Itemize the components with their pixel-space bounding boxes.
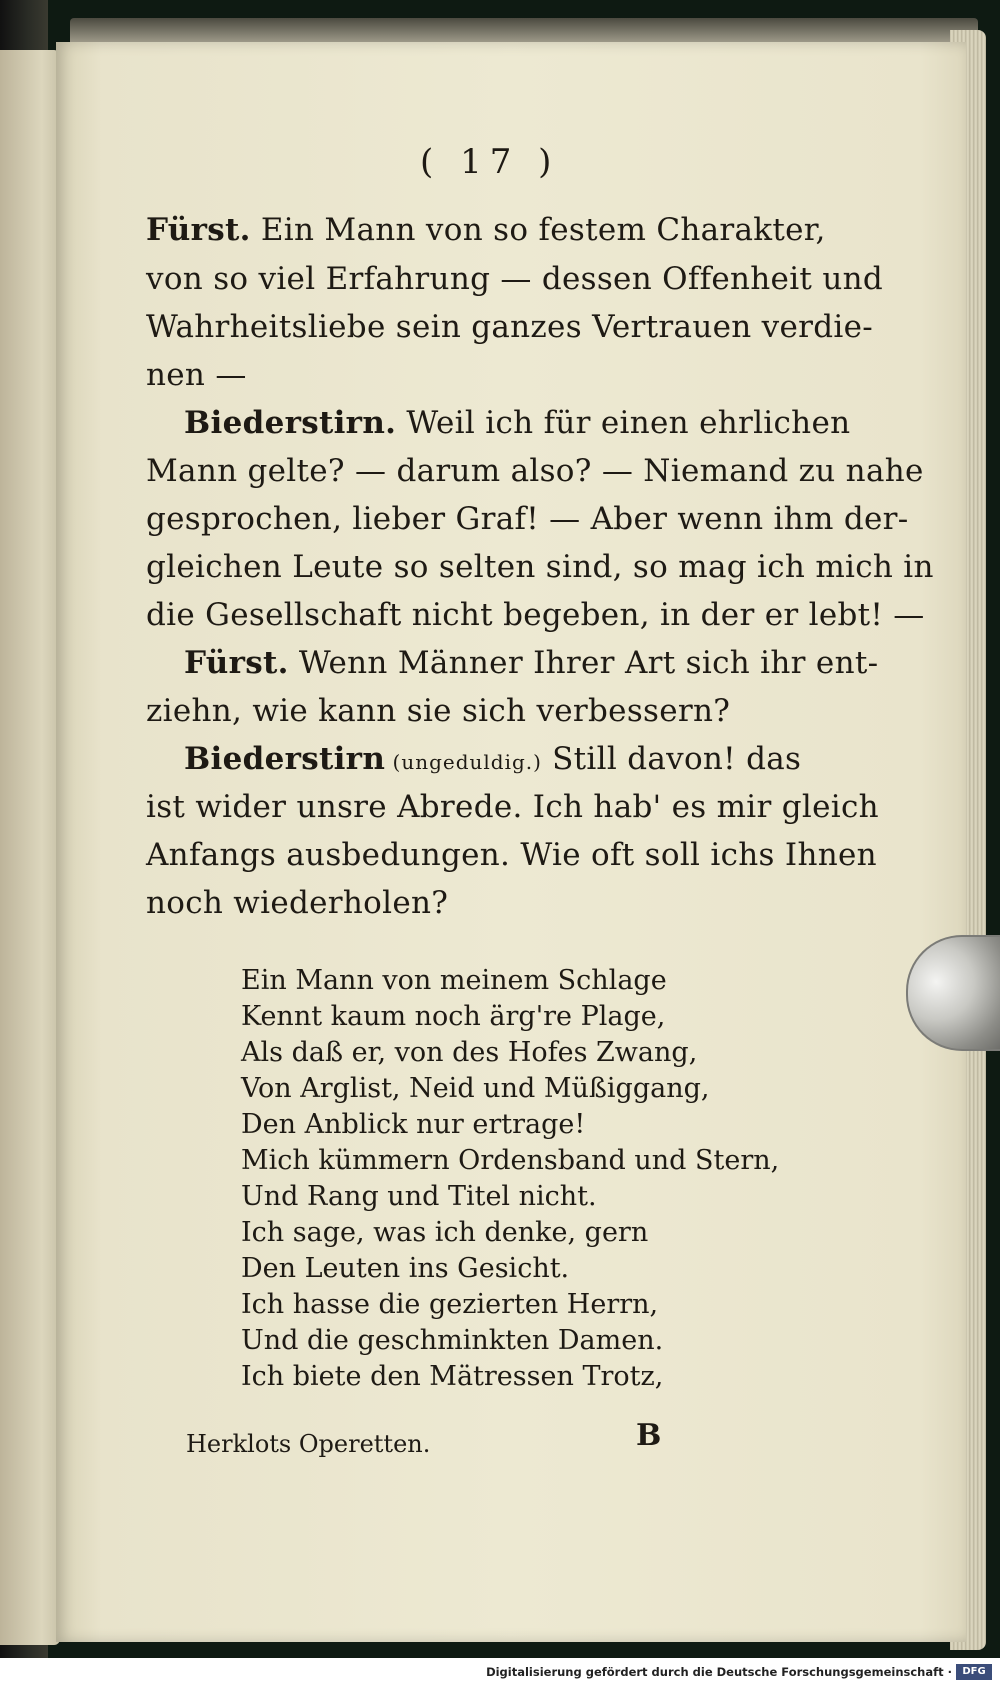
- left-page-edge: [0, 50, 60, 1645]
- speaker-name: Fürst.: [146, 212, 251, 248]
- verse-line: Ich sage, was ich denke, gern: [241, 1217, 649, 1248]
- page-number: ( 17 ): [420, 142, 560, 182]
- dfg-logo: DFG: [956, 1664, 992, 1680]
- prose-line: [146, 212, 826, 248]
- signature-line: Herklots Operetten.: [186, 1430, 431, 1458]
- stage-direction: (ungeduldig.): [385, 750, 542, 774]
- prose-line: [146, 357, 247, 393]
- speaker-name: Biederstirn.: [184, 405, 397, 441]
- signature-mark: B: [636, 1418, 662, 1453]
- speaker-name: Biederstirn: [184, 741, 386, 777]
- prose-line: [146, 885, 448, 921]
- prose-line: [184, 645, 878, 681]
- prose-line: [146, 693, 730, 729]
- prose-line: [146, 501, 909, 537]
- verse-line: Von Arglist, Neid und Müßiggang,: [241, 1073, 710, 1104]
- prose-line: [146, 309, 873, 345]
- prose-text: von so viel Erfahrung — dessen Offenheit und: [146, 261, 883, 297]
- verse-line: Kennt kaum noch ärg're Plage,: [241, 1001, 666, 1032]
- verse-line: Ein Mann von meinem Schlage: [241, 965, 667, 996]
- prose-text: noch wiederholen?: [146, 885, 449, 921]
- verse-line: Den Anblick nur ertrage!: [241, 1109, 586, 1140]
- verse-line: Als daß er, von des Hofes Zwang,: [241, 1037, 698, 1068]
- prose-line: [146, 837, 877, 873]
- prose-line: [146, 549, 934, 585]
- verse-line: Ich biete den Mätressen Trotz,: [241, 1361, 664, 1392]
- verse-line: Und die geschminkten Damen.: [241, 1325, 664, 1356]
- prose-text: Still davon! das: [541, 741, 802, 777]
- prose-text: Anfangs ausbedungen. Wie oft soll ichs Ihnen: [146, 837, 877, 873]
- prose-text: Wenn Männer Ihrer Art sich ihr ent-: [288, 645, 879, 681]
- prose-text: Wahrheitsliebe sein ganzes Vertrauen verdie-: [146, 309, 874, 345]
- prose-text: Weil ich für einen ehrlichen: [396, 405, 851, 441]
- prose-line: [146, 261, 883, 297]
- prose-line: [146, 789, 879, 825]
- prose-text: gesprochen, lieber Graf! — Aber wenn ihm der-: [146, 501, 909, 537]
- prose-text: nen —: [146, 357, 247, 393]
- prose-line: [184, 741, 801, 777]
- prose-line: [146, 597, 925, 633]
- prose-text: gleichen Leute so selten sind, so mag ich mich in: [146, 549, 934, 585]
- prose-text: ziehn, wie kann sie sich verbessern?: [146, 693, 731, 729]
- prose-text: die Gesellschaft nicht begeben, in der er lebt! —: [146, 597, 925, 633]
- prose-line: [184, 405, 850, 441]
- credit-text: Digitalisierung gefördert durch die Deutsche Forschungsgemeinschaft ·: [486, 1665, 952, 1679]
- verse-line: Den Leuten ins Gesicht.: [241, 1253, 570, 1284]
- verse-line: Und Rang und Titel nicht.: [241, 1181, 597, 1212]
- speaker-name: Fürst.: [184, 645, 289, 681]
- prose-line: [146, 453, 924, 489]
- prose-text: Mann gelte? — darum also? — Niemand zu nahe: [146, 453, 924, 489]
- verse-line: Ich hasse die gezierten Herrn,: [241, 1289, 659, 1320]
- verse-line: Mich kümmern Ordensband und Stern,: [241, 1145, 780, 1176]
- prose-text: ist wider unsre Abrede. Ich hab' es mir gleich: [146, 789, 879, 825]
- prose-text: Ein Mann von so festem Charakter,: [250, 212, 826, 248]
